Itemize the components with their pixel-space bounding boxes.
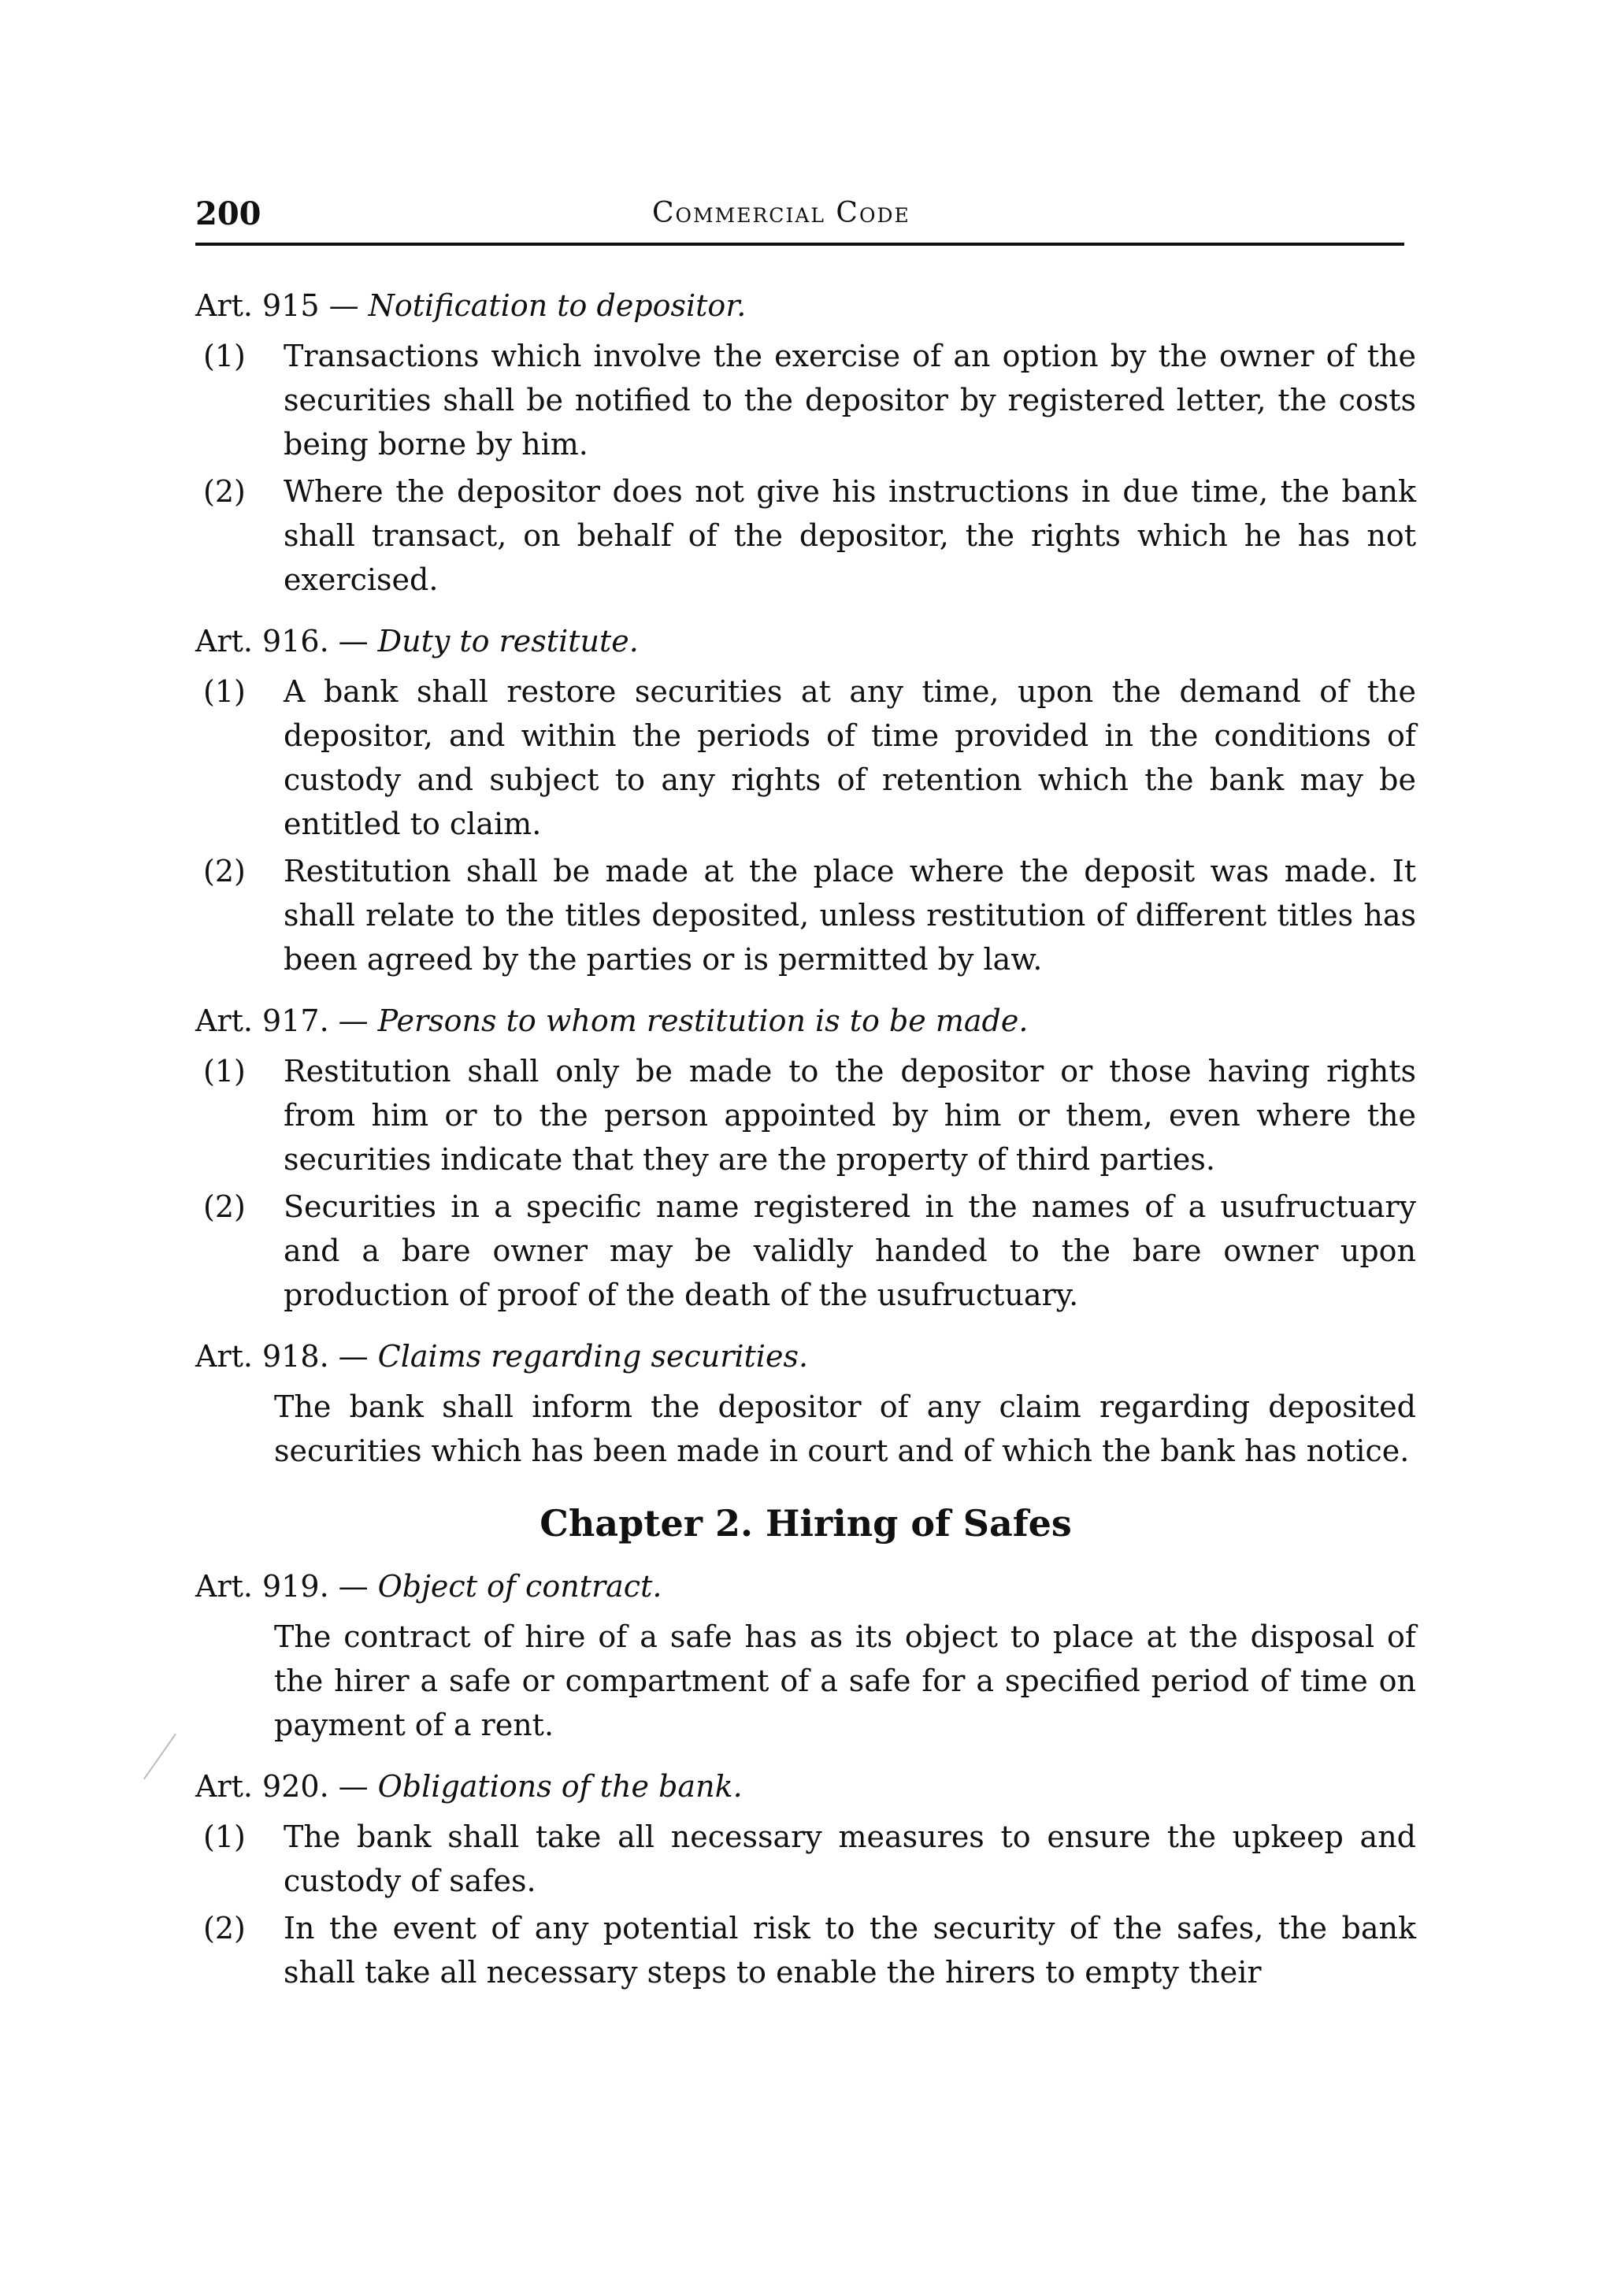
paragraph-number: (1) <box>203 674 246 709</box>
article-number: Art. 917. <box>195 1003 329 1038</box>
article-title: Notification to depositor. <box>368 288 747 323</box>
paragraph-text: A bank shall restore securities at any time, upon the demand of the depositor, and within the periods of time provided in the conditions of custody and subject to any rights of retention which the bank may be entitled to claim. <box>284 674 1416 841</box>
paragraph-text: Securities in a specific name registered in the names of a usufructuary and a bare owner may be validly handed to the bare owner upon production of proof of the death of the usufructuary. <box>284 1189 1416 1312</box>
article-title: Persons to whom restitution is to be made. <box>377 1003 1029 1038</box>
article-number: Art. 920. <box>195 1769 329 1804</box>
paragraph-text: The bank shall take all necessary measures to ensure the upkeep and custody of safes. <box>284 1819 1416 1898</box>
article-number: Art. 916. <box>195 624 329 658</box>
paragraph <box>195 670 1416 846</box>
running-head <box>195 195 1404 246</box>
paragraph-number: (2) <box>203 854 246 888</box>
article-heading <box>195 999 1416 1043</box>
paragraph <box>195 1815 1416 1903</box>
article-919 <box>195 1564 1416 1747</box>
article-number: Art. 918. <box>195 1339 329 1374</box>
article-920 <box>195 1764 1416 1994</box>
page-content <box>195 284 1416 2012</box>
em-dash: — <box>338 1003 369 1038</box>
paragraph-text: Transactions which involve the exercise of an option by the owner of the securities shall be notified to the depositor by registered letter, the costs being borne by him. <box>284 339 1416 462</box>
article-heading <box>195 619 1416 663</box>
paragraph-number: (1) <box>203 1054 246 1089</box>
article-number: Art. 919. <box>195 1569 329 1604</box>
scan-mark <box>143 1734 176 1779</box>
paragraph-number: (2) <box>203 1189 246 1224</box>
article-title: Obligations of the bank. <box>377 1769 743 1804</box>
article-heading <box>195 1764 1416 1808</box>
paragraph <box>195 849 1416 981</box>
article-number: Art. 915 <box>195 288 320 323</box>
paragraph-number: (2) <box>203 1911 246 1945</box>
article-heading <box>195 1564 1416 1608</box>
paragraph-number: (1) <box>203 1819 246 1854</box>
paragraph <box>195 1185 1416 1317</box>
article-title: Duty to restitute. <box>377 624 639 658</box>
article-body: The contract of hire of a safe has as its object to place at the disposal of the hirer a safe or compartment of a safe for a specified period of time on payment of a rent. <box>274 1619 1416 1742</box>
paragraph-number: (2) <box>203 474 246 509</box>
chapter-heading: Chapter 2. Hiring of Safes <box>540 1502 1072 1545</box>
paragraph <box>195 1049 1416 1181</box>
page-number: 200 <box>195 195 261 232</box>
paragraph-text: Restitution shall only be made to the depositor or those having rights from him or to the person appointed by him or them, even where the securities indicate that they are the property of third parties. <box>284 1054 1416 1177</box>
em-dash: — <box>338 1769 369 1804</box>
paragraph-text: In the event of any potential risk to the security of the safes, the bank shall take all necessary steps to enable the hirers to empty their <box>284 1911 1416 1990</box>
paragraph-text: Restitution shall be made at the place where the deposit was made. It shall relate to the titles deposited, unless restitution of different titles has been agreed by the parties or is permitted by law. <box>284 854 1416 977</box>
running-title: Commercial Code <box>652 197 910 229</box>
article-heading <box>195 284 1416 328</box>
article-heading <box>195 1334 1416 1378</box>
em-dash: — <box>338 624 369 658</box>
paragraph <box>195 334 1416 466</box>
em-dash: — <box>328 288 359 323</box>
article-915 <box>195 284 1416 602</box>
paragraph-number: (1) <box>203 339 246 373</box>
article-916 <box>195 619 1416 981</box>
paragraph-text: Where the depositor does not give his instructions in due time, the bank shall transact, on behalf of the depositor, the rights which he has not exercised. <box>284 474 1416 597</box>
article-title: Claims regarding securities. <box>377 1339 809 1374</box>
paragraph <box>195 1906 1416 1994</box>
em-dash: — <box>338 1569 369 1604</box>
article-body: The bank shall inform the depositor of any claim regarding deposited securities which has been made in court and of which the bank has notice. <box>274 1389 1416 1468</box>
article-title: Object of contract. <box>377 1569 662 1604</box>
article-917 <box>195 999 1416 1317</box>
article-918 <box>195 1334 1416 1473</box>
em-dash: — <box>338 1339 369 1374</box>
paragraph <box>195 469 1416 602</box>
